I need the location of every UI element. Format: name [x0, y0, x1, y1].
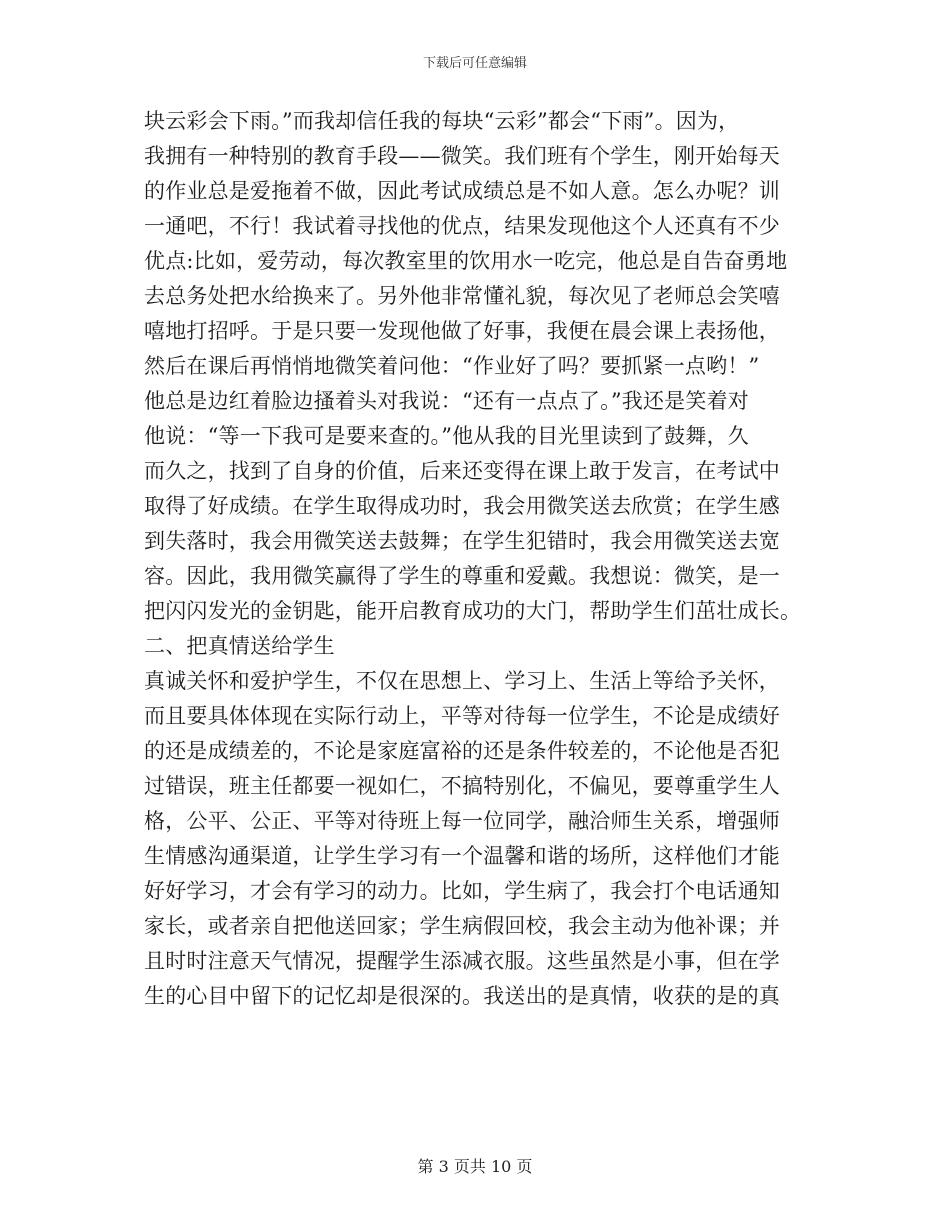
body-line: 且时时注意天气情况，提醒学生添减衣服。这些虽然是小事，但在学	[144, 949, 780, 973]
section-heading: 二、把真情送给学生	[144, 634, 335, 658]
document-body	[144, 104, 814, 1014]
body-line: 去总务处把水给换来了。另外他非常懂礼貌，每次见了老师总会笑嘻	[144, 284, 780, 308]
body-line: 真诚关怀和爱护学生，不仅在思想上、学习上、生活上等给予关怀，	[144, 669, 780, 693]
body-line: 容。因此，我用微笑赢得了学生的尊重和爱戴。我想说：微笑，是一	[144, 564, 780, 588]
body-line: 而久之，找到了自身的价值，后来还变得在课上敢于发言，在考试中	[144, 459, 780, 483]
body-line: 取得了好成绩。在学生取得成功时，我会用微笑送去欣赏；在学生感	[144, 494, 780, 518]
body-line: 过错误，班主任都要一视如仁，不搞特别化，不偏见，要尊重学生人	[144, 774, 780, 798]
page-header-note: 下载后可任意编辑	[422, 56, 527, 71]
body-line: 嘻地打招呼。于是只要一发现他做了好事，我便在晨会课上表扬他，	[144, 319, 780, 343]
body-line: 他总是边红着脸边搔着头对我说：“还有一点点了。”我还是笑着对	[144, 389, 749, 413]
body-line: 优点:比如，爱劳动，每次教室里的饮用水一吃完，他总是自告奋勇地	[144, 249, 788, 273]
body-line: 把闪闪发光的金钥匙，能开启教育成功的大门，帮助学生们茁壮成长。	[144, 599, 802, 623]
body-line: 好好学习，才会有学习的动力。比如，学生病了，我会打个电话通知	[144, 879, 780, 903]
body-line: 他说：“等一下我可是要来查的。”他从我的目光里读到了鼓舞，久	[144, 424, 749, 448]
body-line: 的还是成绩差的，不论是家庭富裕的还是条件较差的，不论他是否犯	[144, 739, 780, 763]
body-line: 而且要具体体现在实际行动上，平等对待每一位学生，不论是成绩好	[144, 704, 780, 728]
body-line: 的作业总是爱拖着不做，因此考试成绩总是不如人意。怎么办呢？训	[144, 179, 780, 203]
body-line: 格，公平、公正、平等对待班上每一位同学，融洽师生关系，增强师	[144, 809, 780, 833]
body-line: 生情感沟通渠道，让学生学习有一个温馨和谐的场所，这样他们才能	[144, 844, 780, 868]
body-line: 块云彩会下雨。”而我却信任我的每块“云彩”都会“下雨”。因为，	[144, 109, 740, 133]
body-line: 到失落时，我会用微笑送去鼓舞；在学生犯错时，我会用微笑送去宽	[144, 529, 780, 553]
body-line: 生的心目中留下的记忆却是很深的。我送出的是真情，收获的是的真	[144, 984, 780, 1008]
body-line: 然后在课后再悄悄地微笑着问他：“作业好了吗？要抓紧一点哟！”	[144, 354, 760, 378]
body-line: 家长，或者亲自把他送回家；学生病假回校，我会主动为他补课；并	[144, 914, 780, 938]
body-line: 一通吧，不行！我试着寻找他的优点，结果发现他这个人还真有不少	[144, 214, 780, 238]
body-line: 我拥有一种特别的教育手段——微笑。我们班有个学生，刚开始每天	[144, 144, 780, 168]
page-footer-number: 第 3 页共 10 页	[417, 1157, 533, 1176]
